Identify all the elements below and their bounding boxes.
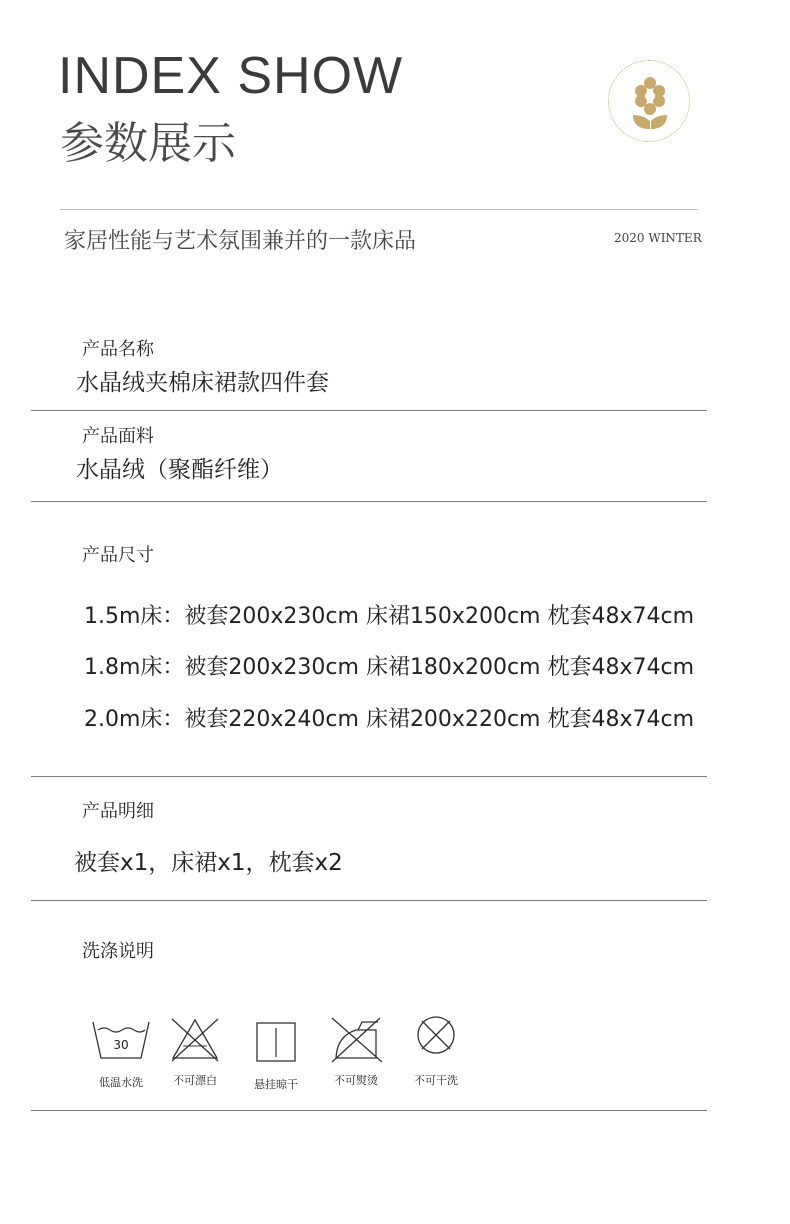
section-divider [31, 410, 707, 411]
care-item-dry [244, 1020, 308, 1092]
fabric-label: 产品面料 [82, 426, 154, 447]
page-title-en: INDEX SHOW [58, 47, 404, 105]
fabric-value: 水晶绒（聚酯纤维） [76, 457, 283, 483]
care-label-dry: 悬挂晾干 [254, 1078, 298, 1091]
care-label: 洗涤说明 [82, 941, 154, 962]
no-iron-icon [328, 1014, 384, 1064]
section-divider [31, 501, 707, 502]
product-name-value: 水晶绒夹棉床裙款四件套 [76, 370, 329, 396]
header-divider [60, 209, 698, 210]
subtitle: 家居性能与艺术氛围兼并的一款床品 [64, 229, 417, 254]
care-item-iron [324, 1014, 388, 1088]
no-bleach-icon [169, 1016, 221, 1062]
brand-logo [608, 60, 690, 142]
season-tag: 2020 WINTER [614, 231, 702, 245]
size-line-1-8m: 1.8m床：被套200x230cm 床裙180x200cm 枕套48x74cm [84, 655, 694, 680]
wash-temperature: 30 [113, 1038, 129, 1052]
care-label-bleach: 不可漂白 [173, 1074, 217, 1087]
size-line-2-0m: 2.0m床：被套220x240cm 床裙200x220cm 枕套48x74cm [84, 707, 694, 732]
flower-icon [609, 61, 691, 143]
section-divider [31, 900, 707, 901]
section-divider [31, 776, 707, 777]
size-line-1-5m: 1.5m床：被套200x230cm 床裙150x200cm 枕套48x74cm [84, 604, 694, 629]
section-divider [31, 1110, 707, 1111]
page-title-cn: 参数展示 [60, 118, 236, 169]
care-item-dryclean [408, 1013, 464, 1088]
care-item-bleach [164, 1016, 226, 1088]
detail-label: 产品明细 [82, 801, 154, 822]
line-dry-icon [254, 1020, 298, 1064]
wash-30-icon [89, 1018, 153, 1062]
product-name-label: 产品名称 [82, 339, 154, 360]
detail-value: 被套x1，床裙x1，枕套x2 [74, 850, 343, 876]
care-label-dryclean: 不可干洗 [414, 1074, 458, 1087]
care-item-wash [86, 1018, 156, 1090]
care-label-iron: 不可熨烫 [334, 1074, 378, 1087]
size-label: 产品尺寸 [82, 545, 154, 566]
care-label-wash: 低温水洗 [99, 1076, 143, 1089]
no-dry-clean-icon [414, 1013, 458, 1057]
